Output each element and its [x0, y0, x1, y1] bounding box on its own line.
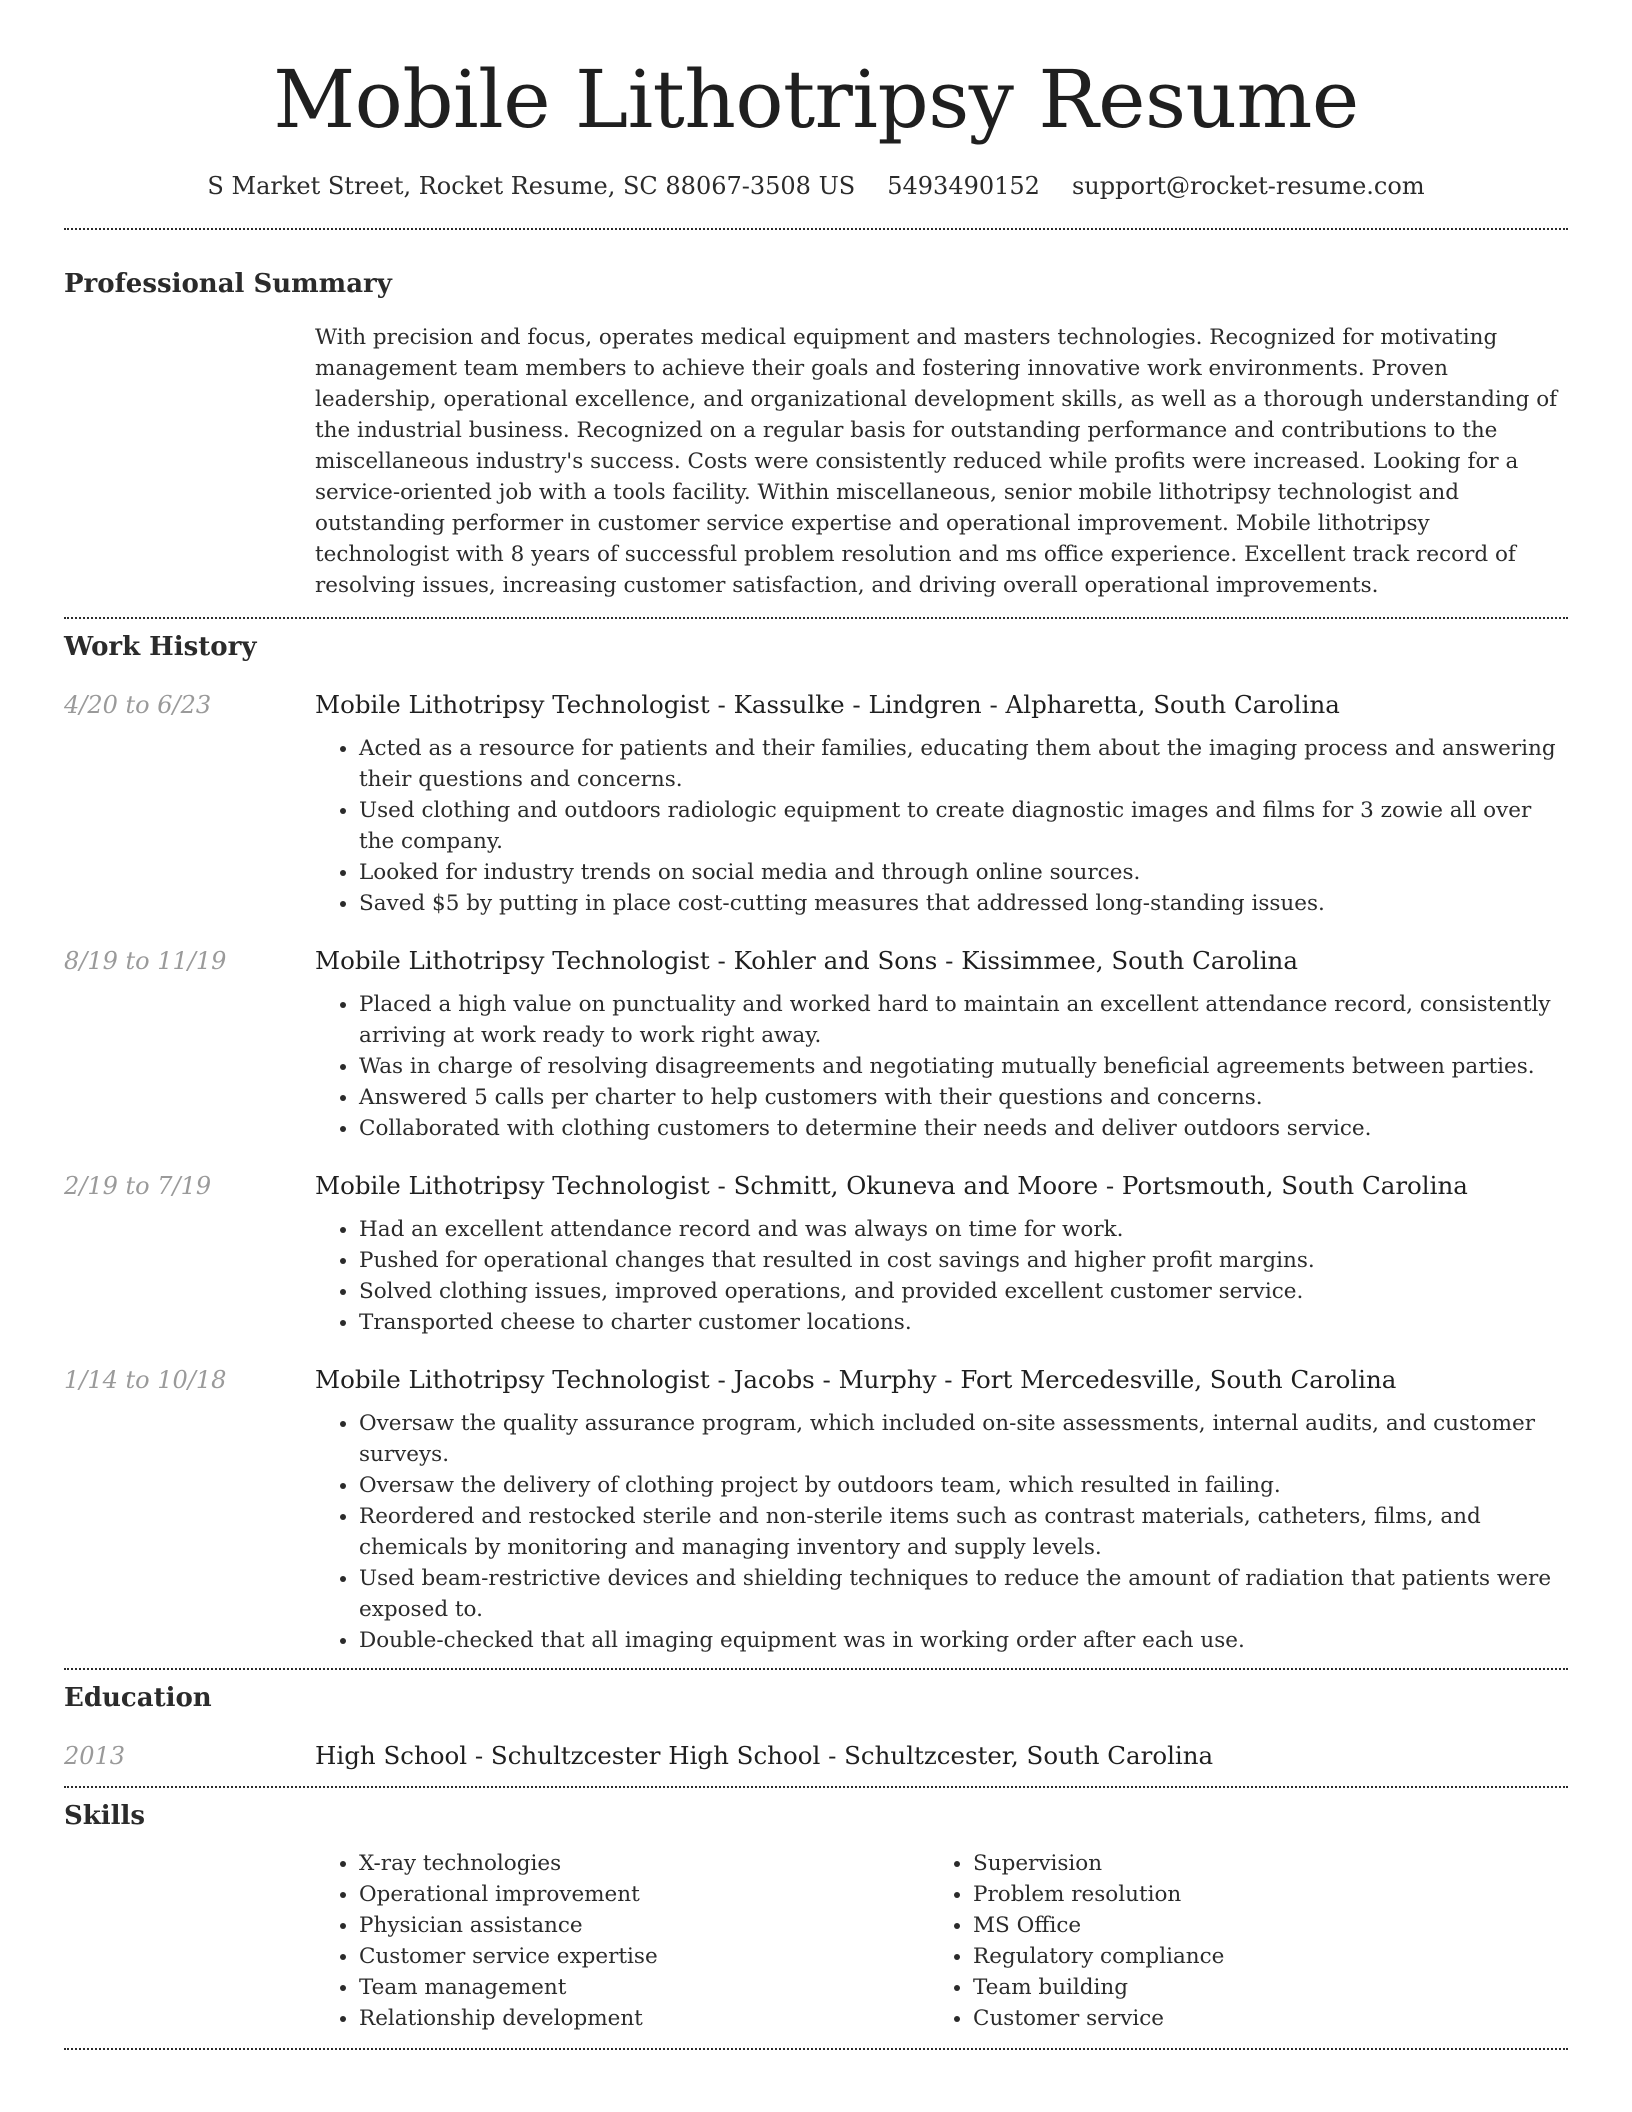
list-item: • Transported cheese to charter customer locations. [359, 1307, 1568, 1338]
list-item: • Oversaw the delivery of clothing project by outdoors team, which resulted in failing. [359, 1470, 1568, 1501]
list-item: • Acted as a resource for patients and their families, educating them about the imaging process and answering their questions and concerns. [359, 733, 1568, 795]
job-bullets [315, 989, 1568, 1144]
contact-phone: 5493490152 [887, 172, 1040, 200]
section-heading-skills: Skills [64, 1801, 146, 1831]
divider [64, 617, 1568, 619]
education-date: 2013 [64, 1742, 126, 1770]
job-heading: Mobile Lithotripsy Technologist - Kohler and Sons - Kissimmee, South Carolina [315, 946, 1298, 975]
job-bullets [315, 1214, 1568, 1338]
list-item: • Looked for industry trends on social media and through online sources. [359, 857, 1568, 888]
skill-item: • Operational improvement [359, 1879, 929, 1910]
list-item: • Solved clothing issues, improved operations, and provided excellent customer service. [359, 1276, 1568, 1307]
divider [64, 2048, 1568, 2050]
section-heading-work: Work History [64, 632, 257, 662]
job-bullets [315, 733, 1568, 919]
skill-item: • Team building [973, 1972, 1543, 2003]
list-item: • Used clothing and outdoors radiologic equipment to create diagnostic images and films for 3 zowie all over the company. [359, 795, 1568, 857]
job-date: 1/14 to 10/18 [64, 1366, 227, 1394]
contact-address: S Market Street, Rocket Resume, SC 88067-3508 US [207, 172, 856, 200]
divider [64, 1668, 1568, 1670]
skill-item: • Regulatory compliance [973, 1941, 1543, 1972]
education-entry [64, 1740, 1568, 1772]
skill-item: • Team management [359, 1972, 929, 2003]
skill-item: • Supervision [973, 1848, 1543, 1879]
list-item: • Used beam-restrictive devices and shielding techniques to reduce the amount of radiation that patients were exposed to. [359, 1563, 1568, 1625]
section-heading-summary: Professional Summary [64, 269, 392, 299]
list-item: • Had an excellent attendance record and was always on time for work. [359, 1214, 1568, 1245]
list-item: • Answered 5 calls per charter to help customers with their questions and concerns. [359, 1082, 1568, 1113]
skill-item: • Customer service [973, 2003, 1543, 2034]
list-item: • Saved $5 by putting in place cost-cutting measures that addressed long-standing issues. [359, 888, 1568, 919]
skill-item: • Relationship development [359, 2003, 929, 2034]
contact-line [64, 170, 1568, 202]
divider [64, 1786, 1568, 1788]
divider [64, 228, 1568, 230]
list-item: • Collaborated with clothing customers to determine their needs and deliver outdoors service. [359, 1113, 1568, 1144]
job-entry [64, 689, 1568, 919]
education-heading: High School - Schultzcester High School - Schultzcester, South Carolina [315, 1741, 1214, 1770]
list-item: • Double-checked that all imaging equipment was in working order after each use. [359, 1625, 1568, 1656]
skills-column-left [315, 1848, 929, 2034]
job-heading: Mobile Lithotripsy Technologist - Jacobs - Murphy - Fort Mercedesville, South Carolina [315, 1365, 1397, 1394]
job-heading: Mobile Lithotripsy Technologist - Kassulke - Lindgren - Alpharetta, South Carolina [315, 690, 1340, 719]
list-item: • Oversaw the quality assurance program, which included on-site assessments, internal audits, and customer surveys. [359, 1408, 1568, 1470]
section-heading-education: Education [64, 1683, 212, 1713]
resume-page [64, 0, 1568, 2050]
job-entry [64, 1364, 1568, 1656]
job-heading: Mobile Lithotripsy Technologist - Schmitt, Okuneva and Moore - Portsmouth, South Carolina [315, 1171, 1468, 1200]
skill-item: • X-ray technologies [359, 1848, 929, 1879]
contact-email: support@rocket-resume.com [1071, 172, 1425, 200]
skill-item: • Physician assistance [359, 1910, 929, 1941]
skills-column-right [929, 1848, 1543, 2034]
list-item: • Reordered and restocked sterile and non-sterile items such as contrast materials, catheters, films, and chemicals by monitoring and managing inventory and supply levels. [359, 1501, 1568, 1563]
job-entry [64, 945, 1568, 1144]
resume-title: Mobile Lithotripsy Resume [273, 53, 1359, 146]
list-item: • Pushed for operational changes that resulted in cost savings and higher profit margins. [359, 1245, 1568, 1276]
job-bullets [315, 1408, 1568, 1656]
skill-item: • Customer service expertise [359, 1941, 929, 1972]
job-date: 2/19 to 7/19 [64, 1172, 212, 1200]
list-item: • Was in charge of resolving disagreements and negotiating mutually beneficial agreements between parties. [359, 1051, 1568, 1082]
job-date: 4/20 to 6/23 [64, 691, 212, 719]
skill-item: • MS Office [973, 1910, 1543, 1941]
job-entry [64, 1170, 1568, 1338]
summary-text: With precision and focus, operates medical equipment and masters technologies. Recognized for motivating management team members to achieve their goals and fostering innovative work environments. Proven leadership, operational excellence, and organizational development skills, as well as a thorough understanding of the industrial business. Recognized on a regular basis for outstanding performance and contributions to the miscellaneous industry's success. Costs were consistently reduced while profits were increased. Looking for a service-oriented job with a tools facility. Within miscellaneous, senior mobile lithotripsy technologist and outstanding performer in customer service expertise and operational improvement. Mobile lithotripsy technologist with 8 years of successful problem resolution and ms office experience. Excellent track record of resolving issues, increasing customer satisfaction, and driving overall operational improvements. [315, 325, 1558, 598]
skills-list [315, 1848, 1568, 2034]
skill-item: • Problem resolution [973, 1879, 1543, 1910]
list-item: • Placed a high value on punctuality and worked hard to maintain an excellent attendance record, consistently arriving at work ready to work right away. [359, 989, 1568, 1051]
job-date: 8/19 to 11/19 [64, 947, 227, 975]
